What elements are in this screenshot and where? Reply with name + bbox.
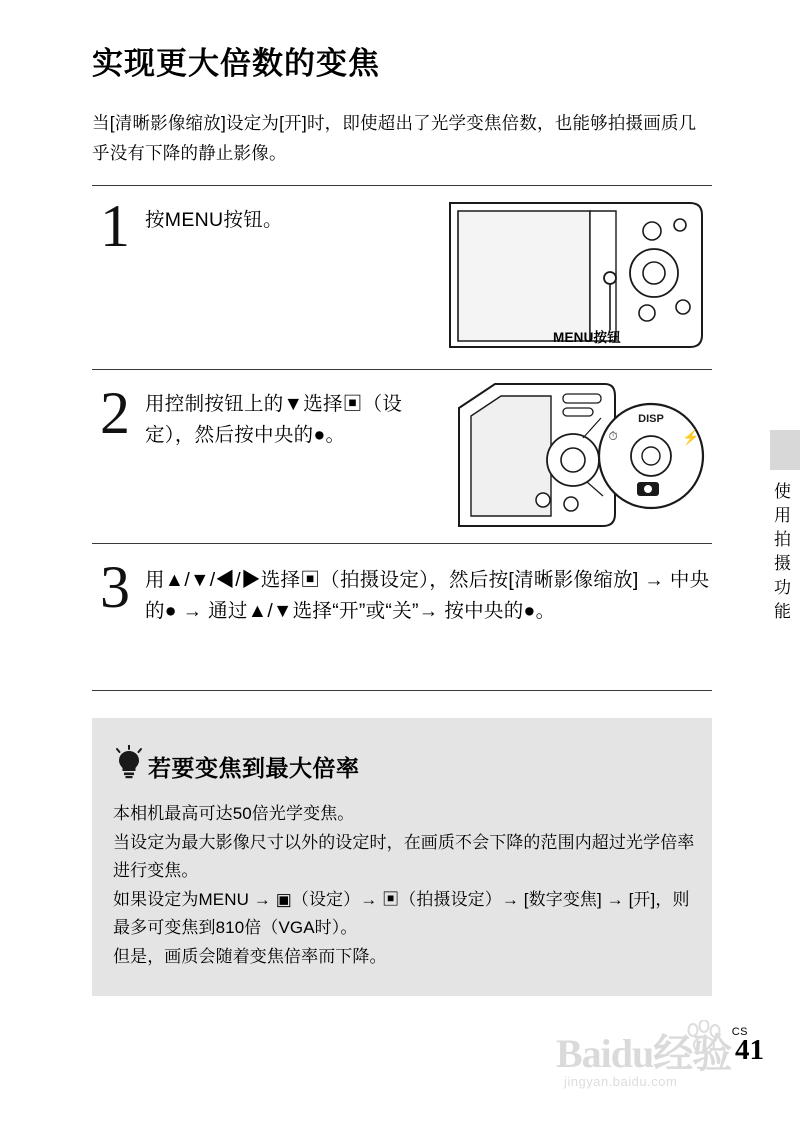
divider-4 bbox=[92, 690, 712, 691]
watermark-main-text: Baidu经验 bbox=[556, 1031, 732, 1076]
paw-icon bbox=[684, 1020, 724, 1056]
tip-title: 若要变焦到最大倍率 bbox=[148, 755, 360, 781]
svg-text:⏱: ⏱ bbox=[608, 429, 618, 443]
tip-line-4: 但是，画质会随着变焦倍率而下降。 bbox=[113, 946, 387, 966]
svg-text:DISP: DISP bbox=[638, 413, 664, 425]
menu-button-caption: MENU按钮 bbox=[553, 330, 621, 345]
step-1-number: 1 bbox=[100, 193, 130, 259]
tip-line-2: 当设定为最大影像尺寸以外的设定时，在画质不会下降的范围内超过光学倍率进行变焦。 bbox=[113, 832, 695, 880]
step-2-text: 用控制按钮上的▼选择▣（设定），然后按中央的●。 bbox=[145, 393, 403, 446]
svg-text:⚡: ⚡ bbox=[682, 429, 700, 445]
lightbulb-icon bbox=[113, 745, 145, 779]
step-3-number: 3 bbox=[100, 554, 130, 620]
watermark-sub-text: jingyan.baidu.com bbox=[564, 1074, 678, 1089]
page-number: 41 bbox=[735, 1034, 764, 1066]
divider-1 bbox=[92, 185, 712, 186]
control-button-illustration bbox=[455, 378, 715, 533]
divider-3 bbox=[92, 543, 712, 544]
step-2-number: 2 bbox=[100, 380, 130, 446]
page-title: 实现更大倍数的变焦 bbox=[92, 46, 380, 81]
side-tab-marker bbox=[770, 430, 800, 470]
tip-line-3: 如果设定为MENU → ▣（设定）→ ▣（拍摄设定）→ [数字变焦] → [开]，则最多可变焦到810倍（VGA时）。 bbox=[113, 889, 690, 937]
step-1-text: 按MENU按钮。 bbox=[145, 209, 283, 231]
tip-line-1: 本相机最高可达50倍光学变焦。 bbox=[113, 804, 355, 823]
divider-2 bbox=[92, 369, 712, 370]
intro-paragraph: 当[清晰影像缩放]设定为[开]时，即使超出了光学变焦倍数，也能够拍摄画质几乎没有下降的静止影像。 bbox=[92, 113, 697, 163]
tip-body bbox=[113, 800, 698, 971]
side-tab-label: 使用拍摄功能 bbox=[774, 482, 792, 621]
cs-label: CS bbox=[731, 1026, 748, 1038]
step-3-text: 用▲/▼/◀/▶选择▣（拍摄设定），然后按[清晰影像缩放] → 中央的● → 通过▲/▼选择“开”或“关”→ 按中央的●。 bbox=[145, 569, 710, 622]
